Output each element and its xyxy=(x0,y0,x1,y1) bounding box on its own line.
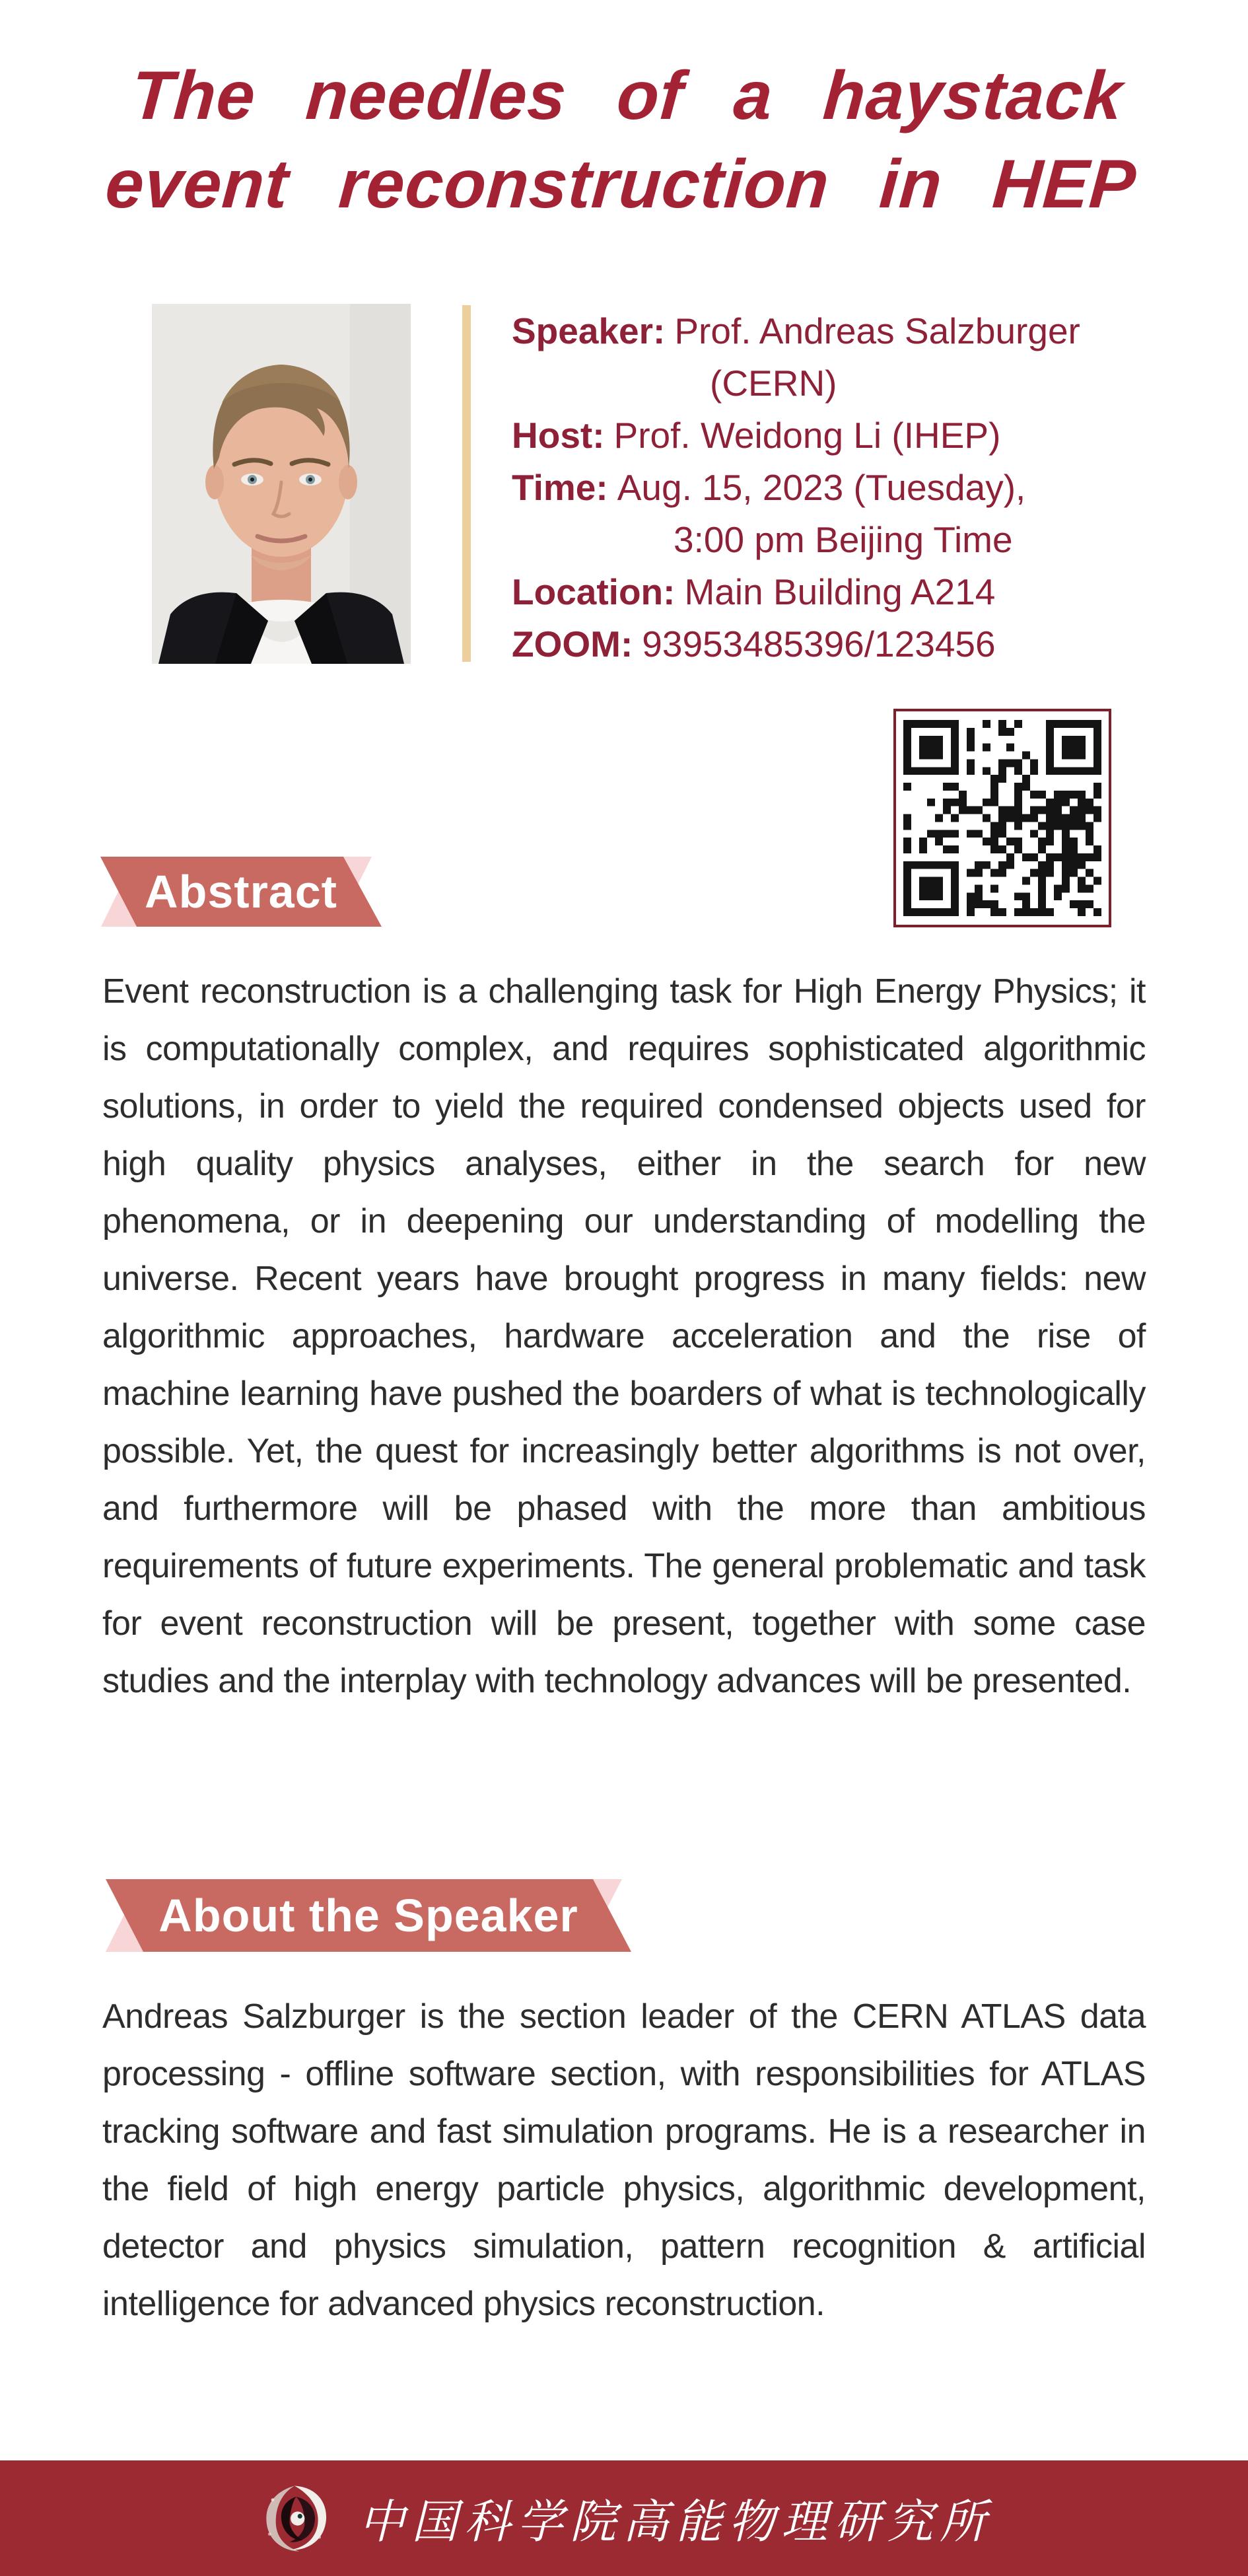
about-section-banner xyxy=(106,1879,631,1952)
vertical-divider xyxy=(462,305,471,662)
abstract-heading: Abstract xyxy=(145,866,337,917)
info-location-line xyxy=(512,566,1172,618)
host-label: Host: xyxy=(512,415,605,456)
location-label: Location: xyxy=(512,571,676,612)
location-value: Main Building A214 xyxy=(684,571,996,612)
seminar-info xyxy=(512,305,1172,670)
time-label: Time: xyxy=(512,467,608,508)
about-body: Andreas Salzburger is the section leader of the CERN ATLAS data processing - offline software section, with responsibilities for ATLAS tracking software and fast simulation programs. He is a researcher in the field of high energy particle physics, algorithmic development, detector and physics simulation, pattern recognition & artificial intelligence for advanced physics reconstruction. xyxy=(102,1997,1146,2323)
ihep-logo-icon xyxy=(256,2480,333,2558)
speaker-label: Speaker: xyxy=(512,310,666,351)
info-time-line xyxy=(512,462,1172,514)
about-heading: About the Speaker xyxy=(158,1890,578,1941)
organization-name: 中国科学院高能物理研究所 xyxy=(359,2495,992,2549)
info-speaker-line xyxy=(512,305,1172,357)
abstract-body: Event reconstruction is a challenging task for High Energy Physics; it is computationally complex, and requires sophisticated algorithmic solutions, in order to yield the required condensed objects used for high quality physics analyses, either in the search for new phenomena, or in deepening our understanding of modelling the universe. Recent years have brought progress in many fields: new algorithmic approaches, hardware acceleration and the rise of machine learning have pushed the boarders of what is technologically possible. Yet, the quest for increasingly better algorithms is not over, and furthermore will be phased with the more than ambitious requirements of future experiments. The general problematic and task for event reconstruction will be present, together with some case studies and the interplay with technology advances will be presented. xyxy=(102,972,1146,1700)
footer-bar xyxy=(0,2460,1248,2576)
qr-code xyxy=(893,709,1111,927)
zoom-value: 93953485396/123456 xyxy=(642,624,996,664)
info-zoom-line xyxy=(512,618,1172,670)
speaker-value: Prof. Andreas Salzburger xyxy=(674,310,1080,351)
zoom-label: ZOOM: xyxy=(512,624,633,664)
abstract-section-banner xyxy=(100,857,382,927)
time-value-2: 3:00 pm Beijing Time xyxy=(674,519,1013,560)
poster-title xyxy=(0,52,1248,229)
host-value: Prof. Weidong Li (IHEP) xyxy=(613,415,1001,456)
speaker-photo xyxy=(152,304,411,664)
poster-title-line2: event reconstruction in HEP xyxy=(103,146,1139,223)
speaker-portrait-graphic xyxy=(152,304,411,664)
speaker-affiliation: (CERN) xyxy=(710,363,837,404)
info-host-line xyxy=(512,410,1172,462)
time-value: Aug. 15, 2023 (Tuesday), xyxy=(617,467,1026,508)
poster-title-line1: The needles of a haystack xyxy=(129,57,1126,134)
